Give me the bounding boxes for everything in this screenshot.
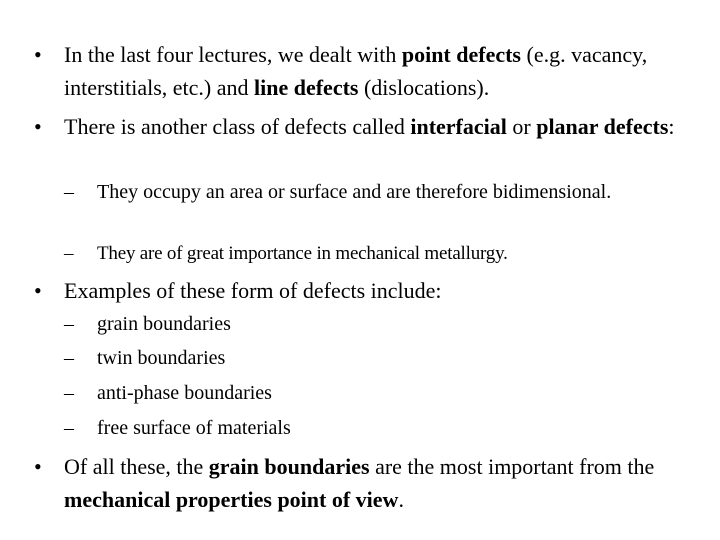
text-segment: (e.g. vacancy, interstitials, etc.) and <box>64 42 648 100</box>
dash-marker: – <box>64 347 74 369</box>
bold-term: interfacial <box>410 114 507 139</box>
bullet-text <box>64 110 694 143</box>
sub-bullet-text: free surface of materials <box>97 417 291 439</box>
sub-bullet-text: anti-phase boundaries <box>97 382 272 404</box>
bullet-grain-boundaries-importance <box>34 450 694 516</box>
sub-bullet-importance <box>64 240 664 268</box>
bullet-point-defects <box>34 38 694 104</box>
sub-bullet-free-surface <box>64 414 664 442</box>
text-segment: or <box>506 114 537 139</box>
bullet-text <box>64 38 694 104</box>
text-segment: . <box>398 487 404 512</box>
sub-bullet-text: They are of great importance in mechanical metallurgy. <box>97 243 508 264</box>
bullet-examples <box>34 274 694 307</box>
bullet-planar-defects <box>34 110 694 143</box>
bullet-marker: • <box>34 114 42 139</box>
dash-marker: – <box>64 382 74 404</box>
bullet-marker: • <box>34 454 42 479</box>
bold-term: grain boundaries <box>208 454 370 479</box>
dash-marker: – <box>64 417 74 439</box>
bold-term: point defects <box>401 42 521 67</box>
bullet-text <box>64 274 694 307</box>
text-segment: Examples of these form of defects include: <box>64 278 442 303</box>
bold-term: mechanical properties point of view <box>64 487 399 512</box>
sub-bullet-grain-boundaries <box>64 310 664 338</box>
text-segment: In the last four lectures, we dealt with <box>64 42 402 67</box>
dash-marker: – <box>64 243 74 264</box>
text-segment: are the most important from the <box>369 454 655 479</box>
sub-bullet-twin-boundaries <box>64 344 664 372</box>
bullet-marker: • <box>34 42 42 67</box>
text-segment: There is another class of defects called <box>64 114 411 139</box>
bullet-marker: • <box>34 278 42 303</box>
bold-term: line defects <box>254 75 359 100</box>
text-segment: Of all these, the <box>64 454 209 479</box>
sub-bullet-text: They occupy an area or surface and are therefore bidimensional. <box>97 181 612 203</box>
bold-term: planar defects <box>536 114 669 139</box>
text-segment: (dislocations). <box>358 75 490 100</box>
sub-bullet-text: grain boundaries <box>97 313 231 335</box>
sub-bullet-anti-phase-boundaries <box>64 379 664 407</box>
sub-bullet-text: twin boundaries <box>97 347 226 369</box>
dash-marker: – <box>64 181 74 203</box>
text-segment: : <box>668 114 675 139</box>
dash-marker: – <box>64 313 74 335</box>
sub-bullet-area <box>64 178 664 206</box>
bullet-text <box>64 450 694 516</box>
